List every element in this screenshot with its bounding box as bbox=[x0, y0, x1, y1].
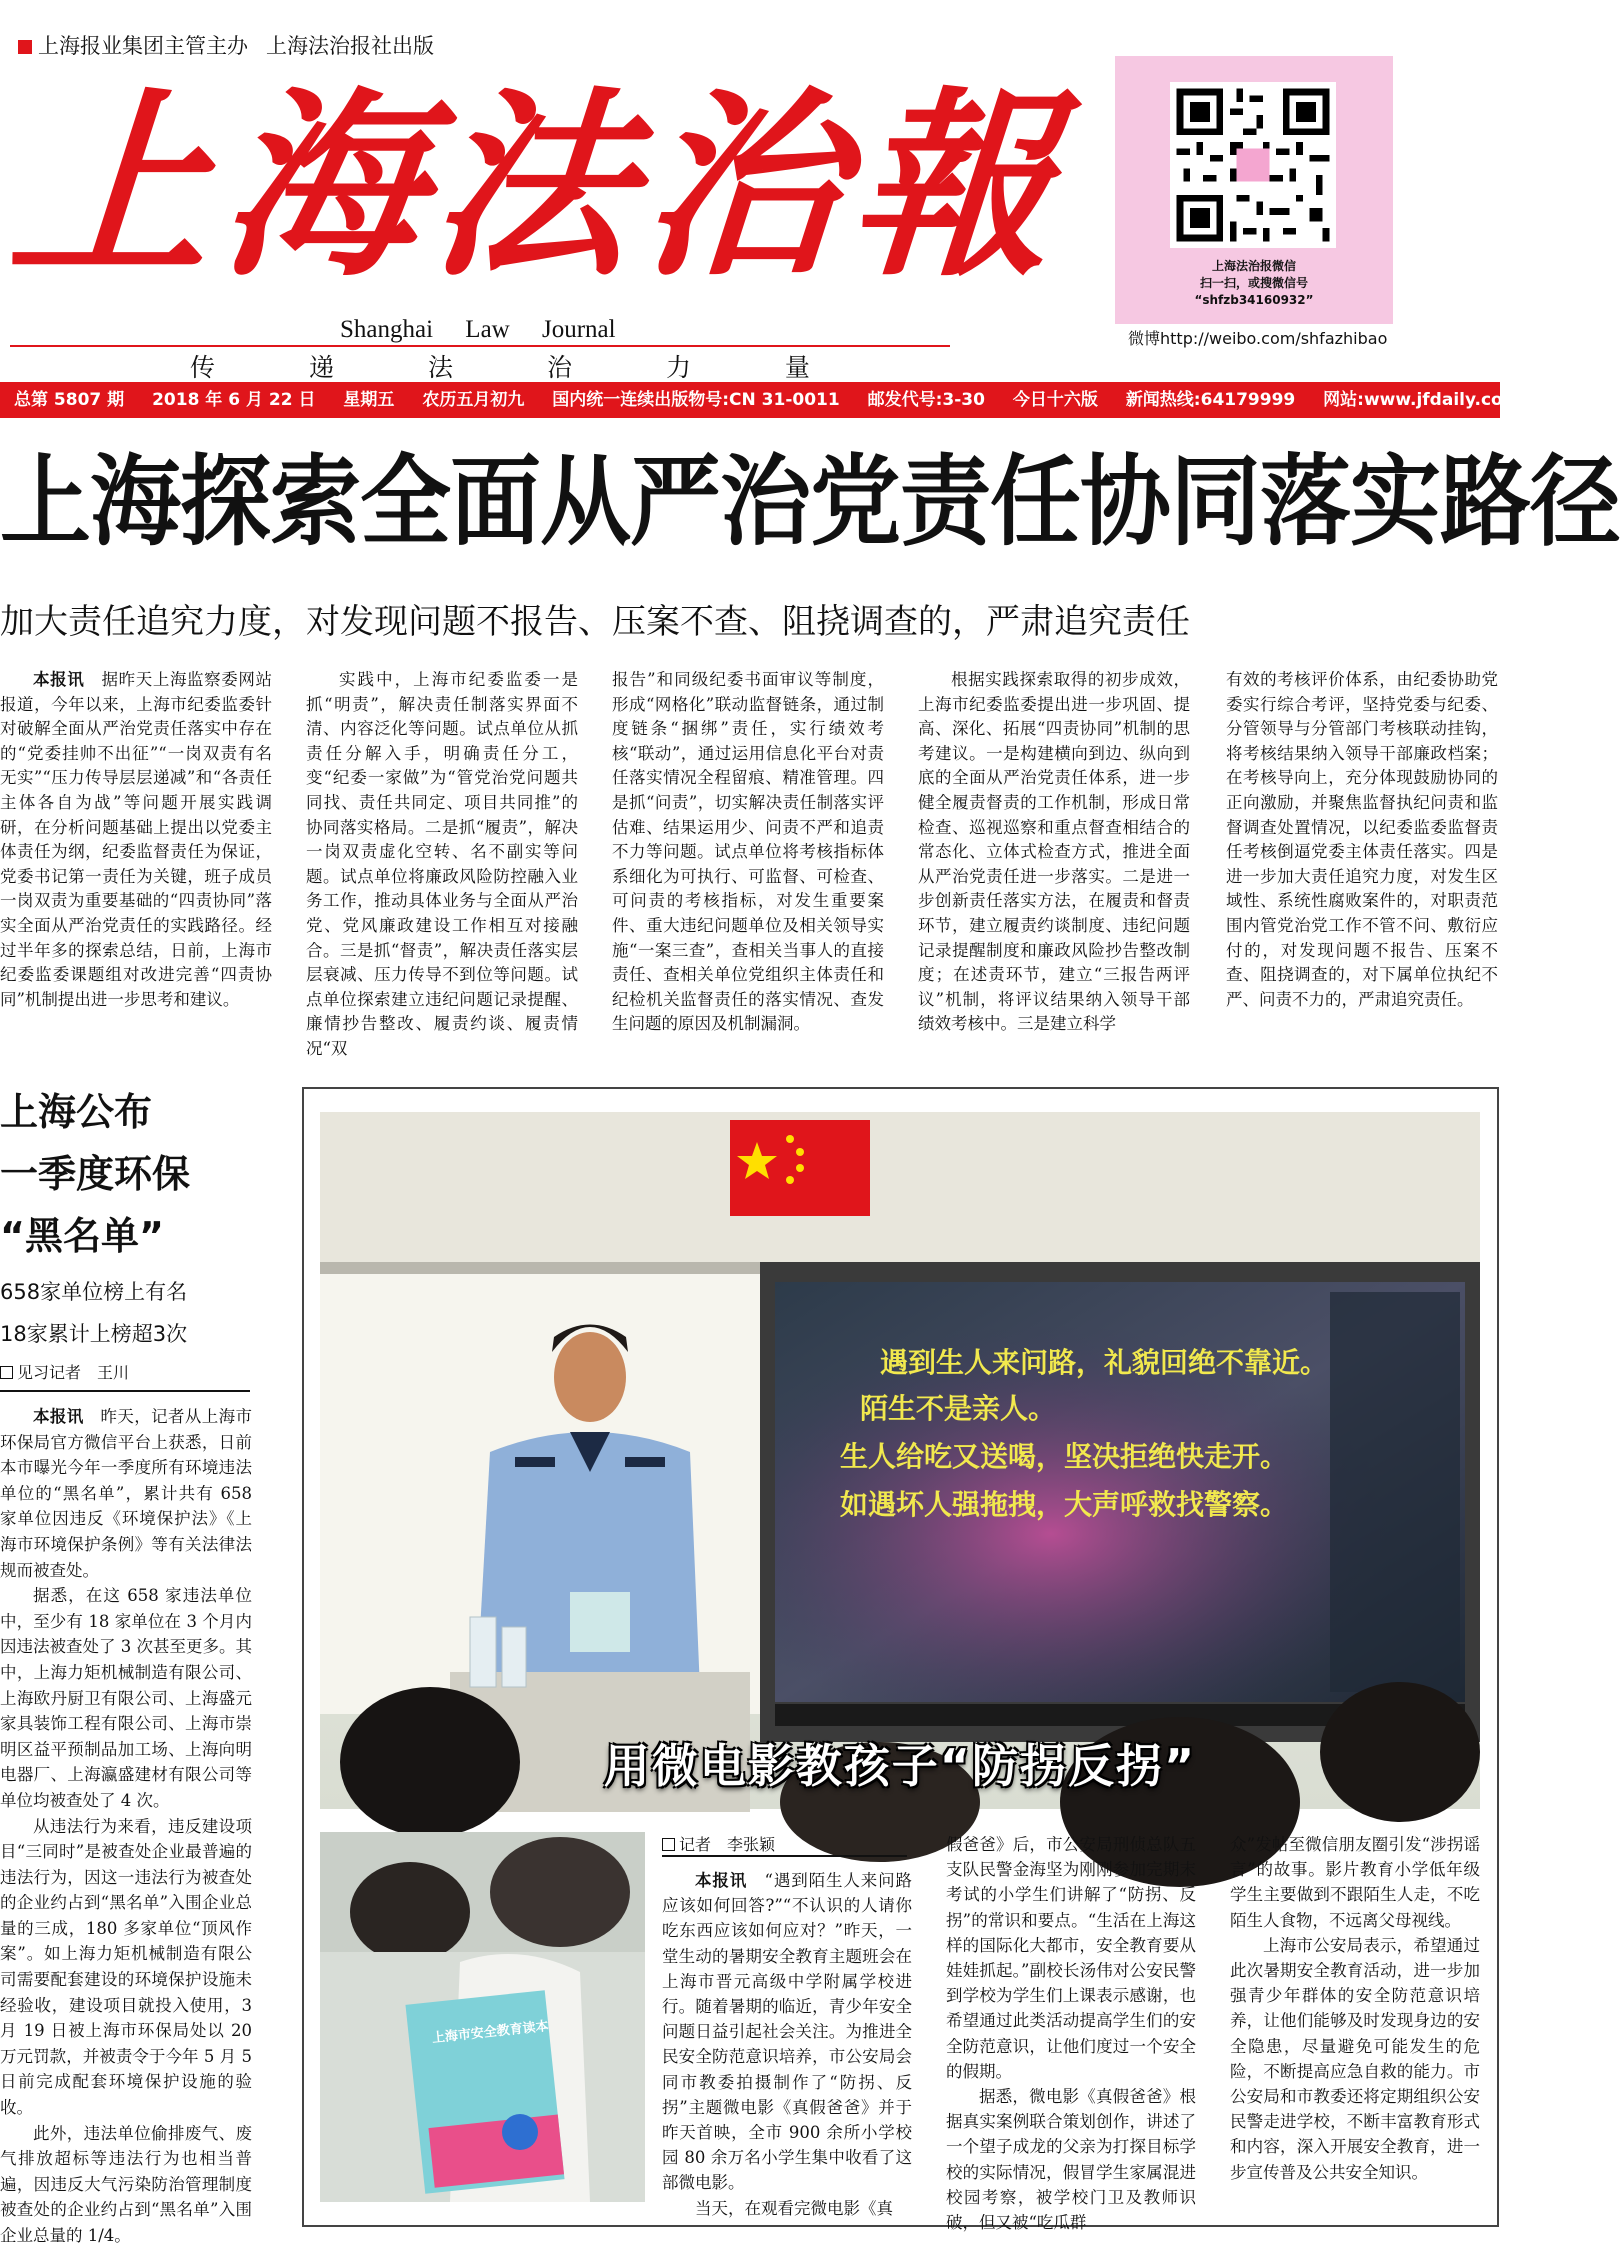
byline-text: 见习记者 王川 bbox=[17, 1363, 130, 1382]
qr-caption bbox=[1115, 258, 1393, 309]
motto-char: 传 bbox=[190, 353, 216, 382]
lead-column-text: 据昨天上海监察委网站报道，今年以来，上海市纪委监委针对破解全面从严治党责任落实中存在的“党委挂帅不出征”“一岗双责有名无实”“压力传导层层递减”和“各责任主体各自为战”等问题开展实践调研，在分析问题基础上提出以党委主体责任为纲，纪委监督责任为保证，党委书记第一责任为关键，班子成员一岗双责为重要基础的“四责协同”落实全面从严治党责任的实践路径。经过半年多的探索总结，日前，上海市纪委监委课题组对改进完善“四责协同”机制提出进一步思考和建议。 bbox=[0, 670, 273, 1009]
motto-char: 法 bbox=[427, 353, 453, 382]
story3-paragraph: 假爸爸》后，市公安局刑侦总队五支队民警金海坚为刚刚参加完期末考试的小学生们讲解了“防拐、反拐”的常识和要点。“生活在上海这样的国际化大都市，安全教育要从娃娃抓起。”副校长汤伟对公安民警到学校为学生们上课表示感谢，也希望通过此类活动提高学生们的安全防范意识，让他们度过一个安全的假期。 bbox=[946, 1835, 1196, 2081]
publisher-text: 上海报业集团主管主办 bbox=[38, 34, 248, 58]
story3-byline bbox=[662, 1832, 775, 1855]
issue-lunar-date: 农历五月初九 bbox=[422, 390, 525, 410]
dateline-tag: 本报讯 bbox=[695, 1871, 748, 1890]
lead-column-3: 报告”和同级纪委书面审议等制度，形成“网格化”联动监督链条，通过制度链条“捆绑”责任，实行绩效考核“联动”，通过运用信息化平台对责任落实情况全程留痕、精准管理。四是抓“问责”，切实解决责任制落实评估难、结果运用少、问责不严和追责不力等问题。试点单位将考核指标体系细化为可执行、可监督、可检查、可问责的考核指标，对发生重要案件、重大违纪问题单位及相关领导实施“一案三查”，查相关当事人的直接责任、查相关单位党组织主体责任和纪检机关监督责任的落实情况、查发生问题的原因及机制漏洞。 bbox=[612, 670, 884, 1034]
screen-text: 遇到生人来问路，礼貌回绝不靠近。 bbox=[880, 1346, 1329, 1379]
qr-caption-line: “shfzb34160932” bbox=[1194, 293, 1314, 307]
dateline-tag: 本报讯 bbox=[33, 670, 85, 689]
story2-byline bbox=[0, 1360, 129, 1383]
story3-column-1 bbox=[662, 1868, 912, 2221]
byline-text: 记者 李张颖 bbox=[679, 1835, 776, 1854]
story2-paragraph: 此外，违法单位偷排废气、废气排放超标等违法行为也相当普遍，因违反大气污染防治管理制度被查处的企业约占到“黑名单”入围企业总量的 1/4。 bbox=[0, 2123, 252, 2245]
motto-char: 量 bbox=[784, 353, 810, 382]
title-rule bbox=[10, 345, 950, 347]
booklet-photo bbox=[320, 1832, 645, 2202]
lead-column-2: 实践中，上海市纪委监委一是抓“明责”，解决责任制落实界面不清、内容泛化等问题。试点单位从抓责任分解入手，明确责任分工，变“纪委一家做”为“管党治党问题共同找、责任共同定、项目共同推”的协同落实格局。二是抓“履责”，解决一岗双责虚化空转、名不副实等问题。试点单位将廉政风险防控融入业务工作，推动具体业务与全面从严治党、党风廉政建设工作相互对接融合。三是抓“督责”，解决责任落实层层衰减、压力传导不到位等问题。试点单位探索建立违纪问题记录提醒、廉情抄告整改、履责约谈、履责情况“双 bbox=[306, 670, 578, 1058]
story2-title-line: 上海公布 bbox=[0, 1090, 153, 1134]
screen-text: 生人给吃又送喝，坚决拒绝快走开。 bbox=[840, 1440, 1289, 1473]
issue-info-bar bbox=[0, 382, 1521, 418]
box-icon bbox=[662, 1838, 675, 1851]
byline-rule bbox=[662, 1855, 907, 1857]
story2-subtitle: 18家累计上榜超3次 bbox=[0, 1322, 188, 1346]
story2-title-line: “黑名单” bbox=[0, 1214, 164, 1258]
newspaper-title-en: Shanghai Law Journal bbox=[340, 316, 616, 343]
issue-post-code: 邮发代号:3-30 bbox=[867, 390, 985, 410]
story3-paragraph: 据悉，微电影《真假爸爸》根据真实案例联合策划创作，讲述了一个望子成龙的父亲为打探目标学校的实际情况，假冒学生家属混进校园考察，被学校门卫及教师识破，但又被“吃瓜群 bbox=[946, 2087, 1196, 2233]
photo-caption: 用微电影教孩子“防拐反拐” bbox=[603, 1739, 1197, 1793]
booklet-title: 上海市安全教育读本 bbox=[431, 2019, 550, 2047]
screen-text: 陌生不是亲人。 bbox=[860, 1392, 1057, 1425]
paragraph-text: “遇到陌生人来问路应该如何回答?”“不认识的人请你吃东西应该如何应对？”昨天，一堂生动的暑期安全教育主题班会在上海市晋元高级中学附属学校进行。随着暑期的临近，青少年安全问题日益引起社会关注。为推进全民安全防范意识培养，市公安局会同市教委拍摄制作了“防拐、反拐”主题微电影《真假爸爸》并于昨天首映，全市 900 余所小学校园 80 余万名小学生集中收看了这部微电影。 bbox=[662, 1871, 913, 2193]
story2-paragraph: 据悉，在这 658 家违法单位中，至少有 18 家单位在 3 个月内因违法被查处了 3 次甚至更多。其中，上海力矩机械制造有限公司、上海欧丹厨卫有限公司、上海盛元家具装饰工程有限公司、上海市崇明区益平预制品加工场、上海向明电器厂、上海瀛盛建材有限公司等单位均被查处了 4 次。 bbox=[0, 1586, 252, 1810]
screen-text: 如遇坏人强拖拽，大声呼救找警察。 bbox=[840, 1488, 1289, 1521]
lead-subheadline: 加大责任追究力度，对发现问题不报告、压案不查、阻挠调查的，严肃追究责任 bbox=[0, 602, 1190, 642]
motto-char: 力 bbox=[665, 353, 691, 382]
dateline-tag: 本报讯 bbox=[33, 1407, 84, 1426]
story3-paragraph: 当天，在观看完微电影《真 bbox=[695, 2198, 893, 2218]
lead-column-1 bbox=[0, 668, 272, 1012]
story2-subtitle: 658家单位榜上有名 bbox=[0, 1280, 188, 1304]
motto-char: 递 bbox=[308, 353, 334, 382]
publisher-text-2: 上海法治报社出版 bbox=[266, 34, 434, 58]
classroom-photo-graphic bbox=[320, 1112, 1480, 1809]
paragraph-text: 昨天，记者从上海市环保局官方微信平台上获悉，日前本市曝光今年一季度所有环境违法单位的“黑名单”，累计共有 658 家单位因违反《环境保护法》《上海市环境保护条例》等有关法律法规而被查处。 bbox=[0, 1407, 252, 1580]
byline-rule bbox=[0, 1390, 250, 1392]
story3-paragraph: 上海市公安局表示，希望通过此次暑期安全教育活动，进一步加强青少年群体的安全防范意识培养，让他们能够及时发现身边的安全隐患，尽量避免可能发生的危险，不断提高应急自救的能力。市公安局和市教委还将定期组织公安民警走进学校，不断丰富教育形式和内容，深入开展安全教育，进一步宣传普及公共安全知识。 bbox=[1230, 1935, 1480, 2182]
motto-char: 治 bbox=[546, 353, 572, 382]
issue-pages: 今日十六版 bbox=[1012, 390, 1098, 410]
qr-code-icon[interactable] bbox=[1170, 82, 1336, 248]
issue-cn-number: 国内统一连续出版物号:CN 31-0011 bbox=[552, 390, 840, 410]
story2-paragraph: 从违法行为来看，违反建设项目“三同时”是被查处企业最普遍的违法行为，因这一违法行为被查处的企业约占到“黑名单”入围企业总量的三成，180 多家单位“顶风作案”。如上海力矩机械制造有限公司需要配套建设的环境保护设施未经验收，建设项目就投入使用，3 月 19 日被上海市环保局处以 20 万元罚款，并被责令于今年 5 月 5 日前完成配套环境保护设施的验收。 bbox=[0, 1816, 252, 2118]
qr-caption-line: 扫一扫，或搜微信号 bbox=[1199, 276, 1308, 290]
booklet-photo-graphic bbox=[320, 1832, 645, 2202]
issue-weekday: 星期五 bbox=[343, 390, 395, 410]
story2-title-line: 一季度环保 bbox=[0, 1152, 191, 1196]
lead-column-5: 有效的考核评价体系，由纪委协助党委实行综合考评，坚持党委与纪委、分管领导与分管部门考核联动挂钩，将考核结果纳入领导干部廉政档案；在考核导向上，充分体现鼓励协同的正向激励，并聚焦监督执纪问责和监督调查处置情况，以纪委监委监督责任考核倒逼党委主体责任落实。四是进一步加大责任追究力度，对发生区域性、系统性腐败案件的，对职责范围内管党治党工作不管不问、敷衍应付的，对发现问题不报告、压案不查、阻挠调查的，对下属单位执纪不严、问责不力的，严肃追究责任。 bbox=[1226, 670, 1498, 1009]
lead-column-4: 根据实践探索取得的初步成效，上海市纪委监委提出进一步巩固、提高、深化、拓展“四责协同”机制的思考建议。一是构建横向到边、纵向到底的全面从严治党责任体系，进一步健全履责督责的工作机制，形成日常检查、巡视巡察和重点督查相结合的常态化、立体式检查方式，推进全面从严治党责任进一步落实。二是进一步创新责任落实方法，在履责和督责环节，建立履责约谈制度、违纪问题记录提醒制度和廉政风险抄告整改制度；在述责环节，建立“三报告两评议”机制，将评议结果纳入领导干部绩效考核中。三是建立科学 bbox=[918, 670, 1190, 1034]
story3-column-2 bbox=[946, 1832, 1196, 2235]
box-icon bbox=[0, 1366, 13, 1379]
red-square-icon bbox=[18, 40, 32, 54]
newspaper-title: 上海法治報 bbox=[3, 69, 1071, 304]
lead-headline: 上海探索全面从严治党责任协同落实路径 bbox=[0, 446, 1620, 560]
website-link[interactable]: 网站:www.jfdaily.com bbox=[1323, 390, 1521, 410]
classroom-photo bbox=[320, 1112, 1480, 1809]
motto bbox=[190, 348, 810, 384]
qr-caption-line: 上海法治报微信 bbox=[1211, 259, 1296, 273]
issue-number: 总第 5807 期 bbox=[14, 390, 125, 410]
story3-paragraph: 众”发帖至微信朋友圈引发“涉拐谣言”的故事。影片教育小学低年级学生主要做到不跟陌生人走，不吃陌生人食物，不远离父母视线。 bbox=[1230, 1835, 1480, 1930]
story3-column-3 bbox=[1230, 1832, 1480, 2185]
story3-paragraph bbox=[662, 1868, 912, 2196]
story2-paragraph bbox=[0, 1404, 252, 1583]
qr-code-graphic bbox=[1170, 82, 1336, 248]
issue-date: 2018 年 6 月 22 日 bbox=[152, 390, 316, 410]
story2-body bbox=[0, 1404, 252, 2249]
weibo-link[interactable]: 微博http://weibo.com/shfazhibao bbox=[1128, 329, 1388, 348]
news-hotline: 新闻热线:64179999 bbox=[1125, 390, 1296, 410]
publisher-line bbox=[18, 30, 434, 60]
